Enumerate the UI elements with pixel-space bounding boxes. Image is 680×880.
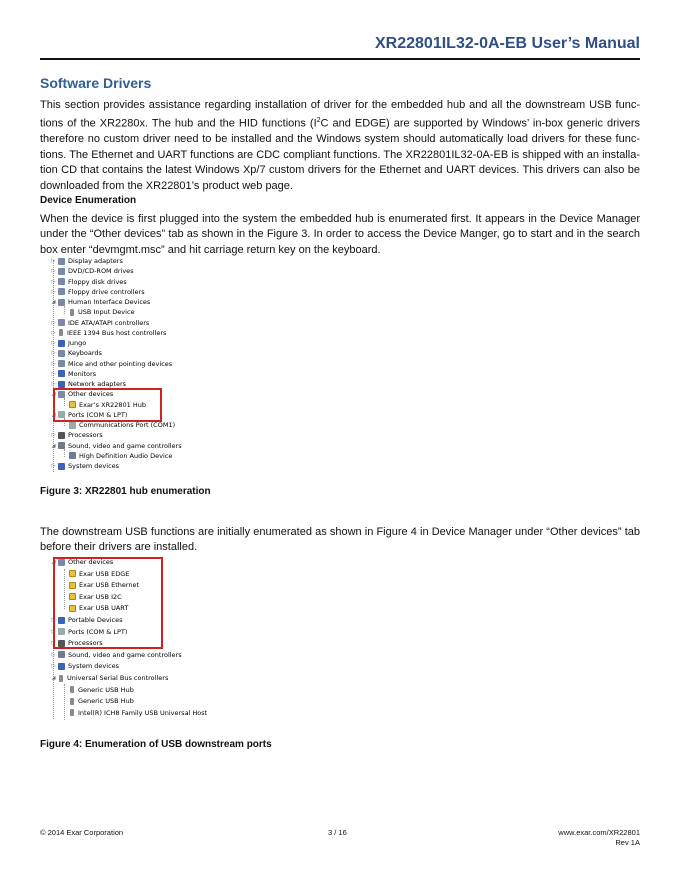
intro-paragraph	[40, 98, 640, 194]
figure3-tree-label: IDE ATA/ATAPI controllers	[68, 318, 150, 327]
figure4-tree-row[interactable]	[61, 708, 207, 718]
expand-arrow-icon[interactable]: ▷	[51, 268, 56, 275]
network-adapter-icon	[58, 381, 65, 388]
figure3-tree-label: Sound, video and game controllers	[68, 441, 182, 450]
expand-arrow-icon[interactable]: ▷	[51, 617, 56, 623]
figure3-tree-row[interactable]	[50, 348, 102, 358]
sound-icon	[58, 442, 65, 449]
keyboard-icon	[58, 350, 65, 357]
expand-arrow-icon[interactable]: ▷	[51, 463, 56, 469]
figure3-tree-label: DVD/CD-ROM drives	[68, 267, 134, 276]
expand-arrow-icon[interactable]: ▷	[51, 329, 56, 336]
expand-arrow-icon[interactable]: ▷	[51, 350, 56, 357]
figure3-caption: Figure 3: XR22801 hub enumeration	[40, 486, 211, 497]
figure3-highlight-box	[53, 388, 162, 422]
figure3-tree-label: Ports (COM & LPT)	[68, 410, 128, 419]
expand-arrow-icon[interactable]: ▷	[51, 319, 56, 326]
downstream-paragraph: The downstream USB functions are initially enumerated as shown in Figure 4 in Device Manager under “Other devices” tab before their drivers are installed.	[40, 526, 640, 554]
figure3-device-tree	[50, 256, 220, 476]
figure3-tree-label: Jungo	[68, 339, 87, 347]
intro-text-a: This section provides assistance regarding installation of driver for the embedded hub and all the downstream USB func-tions of the XR2280x. The hub and the HID functions (I	[40, 99, 640, 131]
floppy-controller-icon	[58, 288, 65, 295]
figure3-tree-label: Floppy disk drives	[68, 277, 127, 286]
figure4-tree-label: Generic USB Hub	[78, 685, 134, 694]
usb-device-icon	[70, 698, 74, 705]
figure3-tree-row[interactable]	[50, 369, 96, 379]
collapse-arrow-icon[interactable]: ◢	[51, 559, 56, 565]
sound-icon	[58, 651, 65, 658]
figure4-tree-label: Universal Serial Bus controllers	[67, 674, 169, 682]
collapse-arrow-icon[interactable]: ◢	[51, 391, 56, 398]
expand-arrow-icon[interactable]: ▷	[51, 370, 56, 377]
hid-icon	[58, 299, 65, 306]
figure3-tree-row[interactable]	[50, 359, 172, 369]
figure3-tree-label: High Definition Audio Device	[79, 451, 173, 460]
collapse-arrow-icon[interactable]: ◢	[51, 675, 56, 681]
figure3-tree-row[interactable]	[50, 318, 149, 328]
figure4-tree-row[interactable]	[50, 673, 168, 683]
expand-arrow-icon[interactable]: ▷	[51, 628, 56, 635]
figure3-tree-row[interactable]	[61, 307, 135, 317]
expand-arrow-icon[interactable]: ▷	[51, 651, 56, 658]
footer-revision: Rev 1A	[615, 838, 640, 847]
figure3-tree-label: System devices	[68, 462, 120, 470]
footer-url: www.exar.com/XR22801	[558, 828, 640, 837]
expand-arrow-icon[interactable]: ▷	[51, 340, 56, 346]
collapse-arrow-icon[interactable]: ◢	[51, 442, 56, 449]
com-port-icon	[69, 422, 76, 429]
jungo-icon	[58, 340, 65, 347]
ide-controller-icon	[58, 319, 65, 326]
figure4-highlight-box	[53, 557, 163, 649]
dvd-drive-icon	[58, 268, 65, 275]
figure3-tree-row[interactable]	[61, 451, 172, 461]
system-devices-icon	[58, 663, 65, 670]
figure4-caption: Figure 4: Enumeration of USB downstream ports	[40, 739, 272, 750]
figure4-tree-label: Processors	[68, 639, 103, 648]
figure3-tree-row[interactable]	[50, 277, 127, 287]
figure4-tree-label: Ports (COM & LPT)	[68, 627, 128, 636]
figure3-tree-label: Floppy drive controllers	[68, 287, 145, 296]
figure3-tree-label: Communications Port (COM1)	[79, 421, 176, 429]
expand-arrow-icon[interactable]: ▷	[51, 288, 56, 295]
figure3-tree-label: Processors	[68, 431, 103, 440]
figure4-tree-row[interactable]	[50, 661, 119, 671]
figure4-tree-label: Intel(R) ICH8 Family USB Universal Host	[78, 708, 208, 717]
expand-arrow-icon[interactable]: ▷	[51, 278, 56, 285]
figure3-tree-row[interactable]	[50, 297, 150, 307]
usb-input-icon	[70, 309, 74, 316]
intro-superscript: 2	[316, 117, 321, 125]
figure3-tree-label: Monitors	[68, 369, 97, 378]
monitor-icon	[58, 370, 65, 377]
document-header-title: XR22801IL32-0A-EB User’s Manual	[375, 35, 640, 52]
figure4-tree-label: Exar USB UART	[79, 604, 129, 613]
figure3-tree-label: Keyboards	[68, 349, 102, 358]
figure4-tree-label: Generic USB Hub	[78, 697, 134, 706]
figure3-tree-row[interactable]	[50, 287, 145, 297]
figure4-tree-label: Exar USB Ethernet	[79, 581, 140, 590]
figure3-tree-label: IEEE 1394 Bus host controllers	[67, 328, 167, 337]
figure4-tree-label: Other devices	[68, 558, 114, 566]
collapse-arrow-icon[interactable]: ◢	[51, 411, 56, 418]
intro-text-b: C and EDGE) are supported by Windows’ in-box generic drivers therefore no custom driver need to be installed and the Windows system should automatically load drivers for these func-tions. The Ethernet and UART functions are CDC compliant functions. The XR22801IL32-0A-EB is shipped with an installa-tion CD that contains the latest Windows Xp/7 custom drivers for the Ethernet and UART devices. This drivers can also be downloaded from the XR22801’s product web page.	[40, 118, 640, 192]
usb-controller-icon	[59, 675, 63, 682]
figure3-tree-row[interactable]	[50, 430, 103, 440]
figure3-tree-label: Mice and other pointing devices	[68, 359, 173, 368]
figure4-tree-label: Exar USB EDGE	[79, 569, 130, 578]
ieee1394-icon	[59, 329, 63, 336]
section-title: Software Drivers	[40, 75, 152, 91]
enumeration-paragraph: When the device is first plugged into the system the embedded hub is enumerated first. It appears in the Device Manager under the “Other devices” tab as shown in the Figure 3. In order to access the Device Manger, go to start and in the search box enter “devmgmt.msc” and hit carriage return key on the keyboard.	[40, 213, 640, 256]
collapse-arrow-icon[interactable]: ◢	[51, 299, 56, 305]
figure4-tree-label: Exar USB I2C	[79, 592, 122, 601]
figure4-tree-row[interactable]	[61, 685, 134, 695]
footer-page-number: 3 / 16	[328, 828, 347, 837]
figure4-tree-label: Sound, video and game controllers	[68, 650, 182, 659]
figure3-tree-row[interactable]	[50, 338, 86, 348]
expand-arrow-icon[interactable]: ▷	[51, 432, 56, 439]
mouse-icon	[58, 360, 65, 367]
figure3-tree-label: Display adapters	[68, 257, 123, 265]
audio-device-icon	[69, 452, 76, 459]
display-adapter-icon	[58, 258, 65, 265]
figure3-tree-label: USB Input Device	[78, 308, 135, 317]
figure3-tree-row[interactable]	[50, 328, 166, 338]
figure3-tree-row[interactable]	[50, 441, 182, 451]
figure3-tree-label: Other devices	[68, 390, 114, 399]
expand-arrow-icon[interactable]: ▷	[51, 640, 56, 647]
figure4-tree-row[interactable]	[61, 696, 134, 706]
figure3-tree-label: Exar’s XR22801 Hub	[79, 400, 146, 409]
device-enumeration-heading: Device Enumeration	[40, 195, 137, 206]
figure4-tree-label: Portable Devices	[68, 616, 123, 624]
floppy-drive-icon	[58, 278, 65, 285]
figure3-tree-label: Human Interface Devices	[68, 298, 151, 306]
figure3-tree-row[interactable]	[50, 256, 123, 266]
figure3-tree-row[interactable]	[50, 461, 119, 471]
system-devices-icon	[58, 463, 65, 470]
expand-arrow-icon[interactable]: ▷	[51, 381, 56, 387]
expand-arrow-icon[interactable]: ▷	[51, 258, 56, 264]
usb-device-icon	[70, 686, 74, 693]
figure3-tree-label: Network adapters	[68, 380, 127, 388]
expand-arrow-icon[interactable]: ▷	[51, 360, 56, 367]
expand-arrow-icon[interactable]: ▷	[51, 663, 56, 670]
figure4-tree-label: System devices	[68, 662, 120, 671]
figure3-tree-row[interactable]	[50, 266, 134, 276]
footer-copyright: © 2014 Exar Corporation	[40, 828, 124, 837]
header-rule	[40, 58, 640, 60]
figure4-tree-row[interactable]	[50, 650, 182, 660]
usb-device-icon	[70, 709, 74, 716]
processor-icon	[58, 432, 65, 439]
